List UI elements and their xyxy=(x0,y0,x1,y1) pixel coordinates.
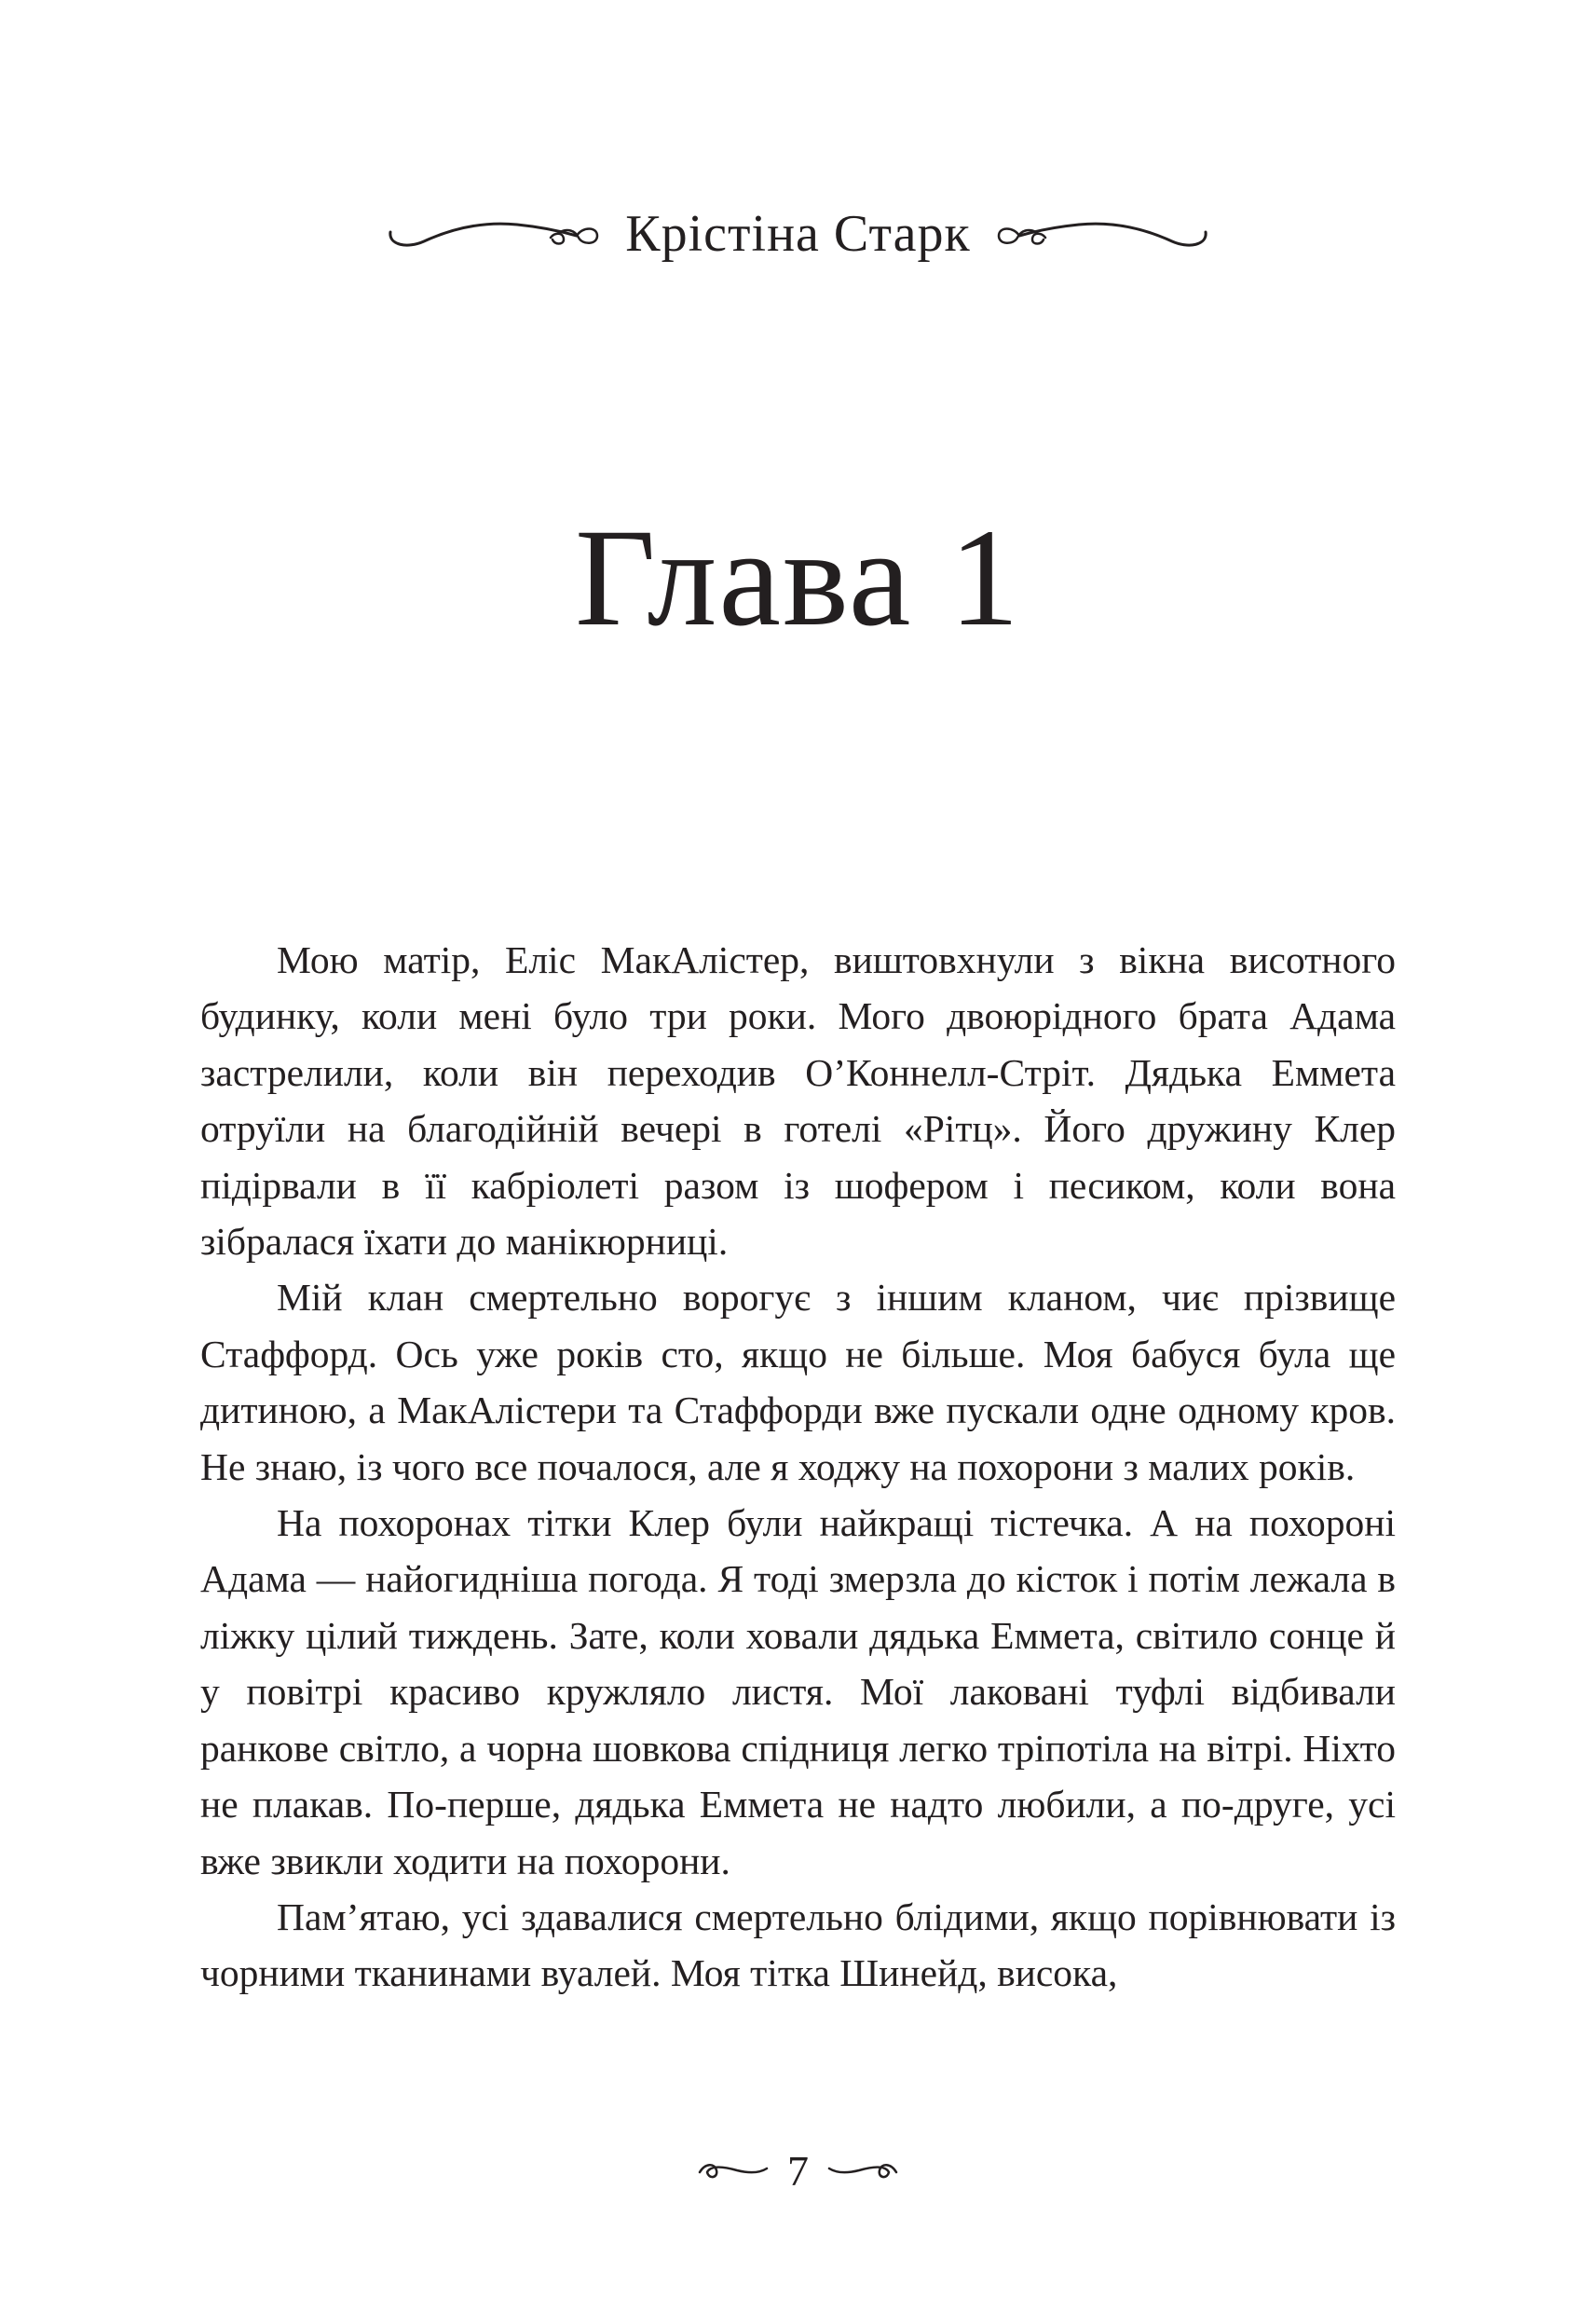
page-number: 7 xyxy=(787,2147,809,2195)
swirl-right-icon xyxy=(825,2155,900,2188)
flourish-right-icon xyxy=(995,213,1209,254)
flourish-left-icon xyxy=(387,213,601,254)
swirl-left-icon xyxy=(696,2155,771,2188)
paragraph-2: Мій клан смертельно ворогує з іншим кланом, чиє прізвище Стаффорд. Ось уже років сто, якщо не більше. Моя бабуся була ще дитиною, а МакАлістери та Стаффорди вже пускали одне одному кров. Не знаю, із чого все почалося, але я ходжу на похорони з малих років. xyxy=(200,1276,1396,1488)
page-folio xyxy=(0,2139,1596,2204)
chapter-title: Глава 1 xyxy=(575,500,1021,655)
author-name: Крістіна Старк xyxy=(625,205,971,263)
running-header xyxy=(0,183,1596,285)
paragraph-1: Мою матір, Еліс МакАлістер, виштовхнули з вікна висотного будинку, коли мені було три роки. Мого двоюрідного брата Адама застрелили, коли він переходив О’Коннелл-Стріт. Дядька Еммета отруїли на благодійній вечері в готелі «Рітц». Його дружину Клер підірвали в її кабріолеті разом із шофером і песиком, коли вона зібралася їхати до манікюрниці. xyxy=(200,938,1396,1264)
body-text xyxy=(200,932,1396,2002)
paragraph-3: На похоронах тітки Клер були найкращі тістечка. А на похороні Адама — найогидніша погода. Я тоді змерзла до кісток і потім лежала в ліжку цілий тиждень. Зате, коли ховали дядька Еммета, світило сонце й у повітрі красиво кружляло листя. Мої лаковані туфлі відбивали ранкове світло, а чорна шовкова спідниця легко тріпотіла на вітрі. Ніхто не плакав. По-перше, дядька Еммета не надто любили, а по-друге, усі вже звикли ходити на похорони. xyxy=(200,1501,1396,1882)
paragraph-4: Пам’ятаю, усі здавалися смертельно блідими, якщо порівнювати із чорними тканинами вуалей. Моя тітка Шинейд, висока, xyxy=(200,1895,1396,1995)
